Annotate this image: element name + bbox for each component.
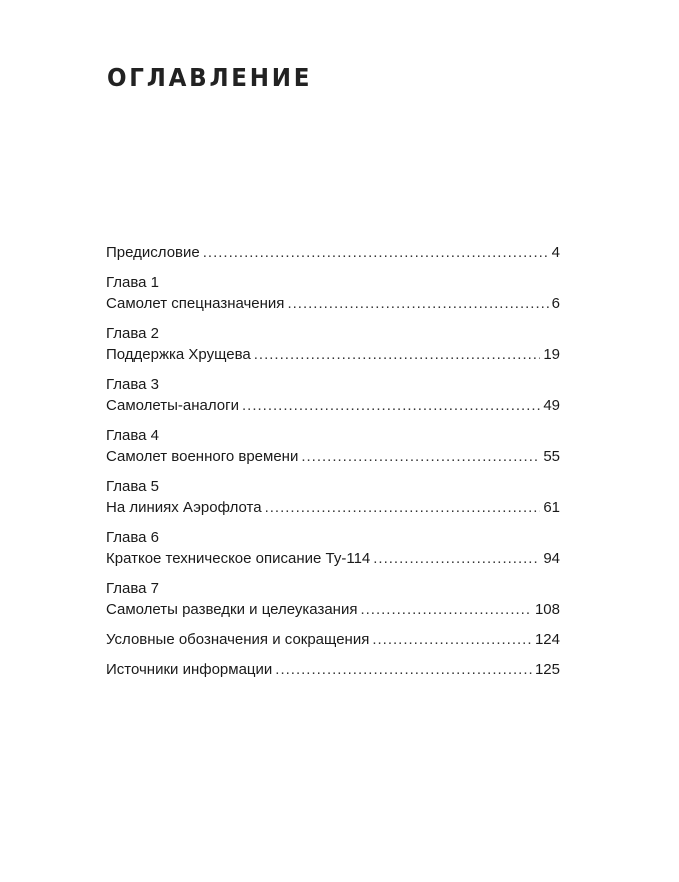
table-of-contents <box>106 242 560 680</box>
toc-line <box>106 242 560 263</box>
toc-entry-chapter-2[interactable] <box>106 323 560 365</box>
chapter-label: Глава 4 <box>106 427 160 444</box>
toc-entry-chapter-7[interactable] <box>106 578 560 620</box>
toc-entry-sources[interactable] <box>106 659 560 680</box>
chapter-label: Глава 5 <box>106 478 160 495</box>
chapter-label: Глава 7 <box>106 580 160 597</box>
toc-line <box>106 395 560 416</box>
toc-page-number: 4 <box>551 244 560 261</box>
toc-line <box>106 599 560 620</box>
toc-entry-chapter-5[interactable] <box>106 476 560 518</box>
toc-title: Краткое техническое описание Ту-114 <box>106 550 371 567</box>
chapter-label: Глава 1 <box>106 274 160 291</box>
toc-page-number: 125 <box>534 661 560 678</box>
toc-page-number: 108 <box>534 601 560 618</box>
toc-page-number: 49 <box>543 397 560 414</box>
toc-title: Поддержка Хрущева <box>106 346 251 363</box>
dot-leader <box>242 395 540 416</box>
toc-page-number: 94 <box>543 550 560 567</box>
toc-title: Самолеты разведки и целеуказания <box>106 601 358 618</box>
toc-title: На линиях Аэрофлота <box>106 499 262 516</box>
toc-page-number: 6 <box>551 295 560 312</box>
dot-leader <box>203 242 549 263</box>
toc-entry-chapter-3[interactable] <box>106 374 560 416</box>
toc-title: Самолет спецназначения <box>106 295 285 312</box>
chapter-label: Глава 3 <box>106 376 160 393</box>
page-title: ОГЛАВЛЕНИЕ <box>107 63 313 92</box>
dot-leader <box>360 599 532 620</box>
toc-title: Самолет военного времени <box>106 448 299 465</box>
chapter-label: Глава 6 <box>106 529 160 546</box>
dot-leader <box>265 497 541 518</box>
toc-entry-preface[interactable] <box>106 242 560 263</box>
toc-line <box>106 548 560 569</box>
toc-entry-chapter-4[interactable] <box>106 425 560 467</box>
toc-entry-chapter-1[interactable] <box>106 272 560 314</box>
toc-title: Условные обозначения и сокращения <box>106 631 370 648</box>
toc-line <box>106 293 560 314</box>
dot-leader <box>373 548 540 569</box>
toc-line <box>106 344 560 365</box>
chapter-label: Глава 2 <box>106 325 160 342</box>
toc-line <box>106 446 560 467</box>
toc-page-number: 19 <box>543 346 560 363</box>
toc-title: Источники информации <box>106 661 273 678</box>
dot-leader <box>287 293 548 314</box>
toc-page-number: 55 <box>543 448 560 465</box>
toc-entry-abbreviations[interactable] <box>106 629 560 650</box>
toc-page-number: 61 <box>543 499 560 516</box>
toc-page-number: 124 <box>534 631 560 648</box>
dot-leader <box>275 659 532 680</box>
toc-line <box>106 629 560 650</box>
toc-title: Предисловие <box>106 244 200 261</box>
dot-leader <box>254 344 541 365</box>
dot-leader <box>372 629 532 650</box>
dot-leader <box>301 446 540 467</box>
toc-line <box>106 497 560 518</box>
toc-title: Самолеты-аналоги <box>106 397 239 414</box>
toc-entry-chapter-6[interactable] <box>106 527 560 569</box>
toc-line <box>106 659 560 680</box>
